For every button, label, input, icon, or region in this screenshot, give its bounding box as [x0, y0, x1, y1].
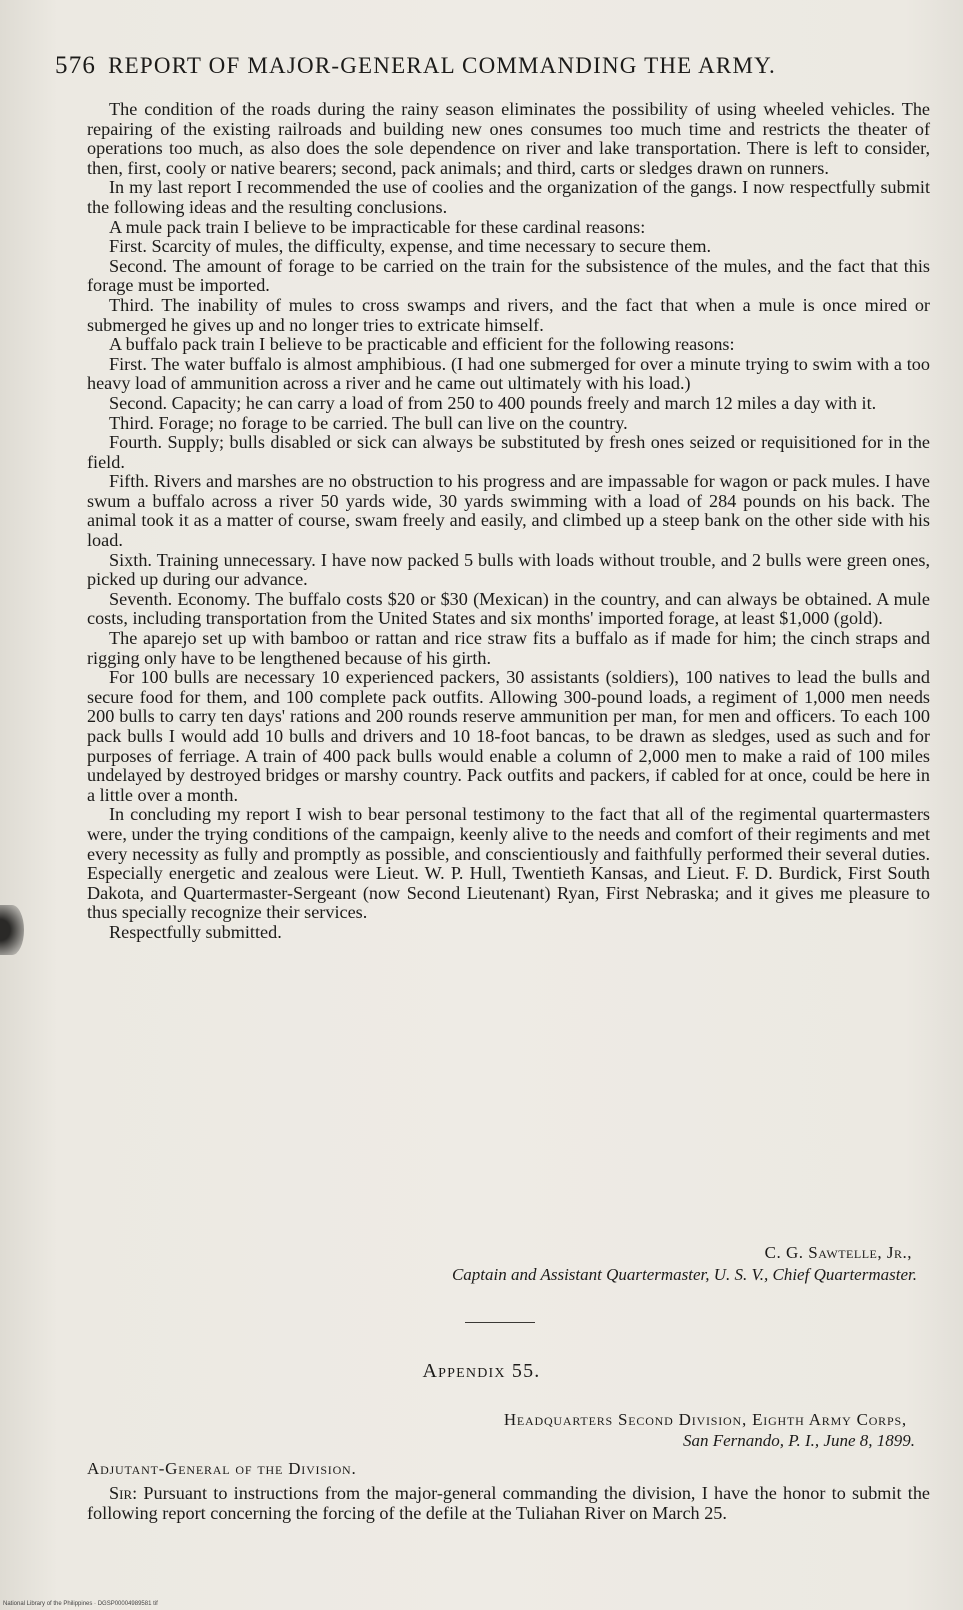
signature-name: C. G. Sawtelle, Jr., — [764, 1243, 912, 1262]
place-date-line: San Fernando, P. I., June 8, 1899. — [683, 1431, 915, 1450]
headquarters-block — [87, 1409, 915, 1451]
paragraph: The aparejo set up with bamboo or rattan and rice straw fits a buffalo as if made for him; the cinch straps and rigging only have to be lengthened because of his girth. — [87, 628, 930, 668]
report-body — [87, 100, 930, 943]
running-header — [55, 52, 925, 80]
paragraph: In concluding my report I wish to bear personal testimony to the fact that all of the regimental quartermasters were, under the trying conditions of the campaign, keenly alive to the needs and comfort of their regiments and met every necessity as fully and promptly as possible, and conscientiously and faithfully performed their several duties. Especially energetic and zealous were Lieut. W. P. Hull, Twentieth Kansas, and Lieut. F. D. Burdick, First South Dakota, and Quartermaster-Sergeant (now Second Lieutenant) Ryan, First Nebraska; and it gives me pleasure to thus specially recognize their services. — [87, 804, 930, 923]
paragraph: Fourth. Supply; bulls disabled or sick can always be substituted by fresh ones seized or requisitioned for in the field. — [87, 432, 930, 472]
paragraph: Second. Capacity; he can carry a load of from 250 to 400 pounds freely and march 12 miles a day with it. — [109, 392, 877, 413]
paragraph: For 100 bulls are necessary 10 experienced packers, 30 assistants (soldiers), 100 natives to lead the bulls and secure food for them, and 100 complete pack outfits. Allowing 300-pound loads, a regiment of 1,000 men needs 200 bulls to carry ten days' rations and 200 rounds reserve ammunition per man, for men and officers. To each 100 pack bulls I would add 10 bulls and drivers and 10 18-foot bancas, to be drawn as sledges, used as such and for purposes of ferriage. A train of 400 pack bulls would enable a column of 2,000 men to make a raid of 100 miles undelayed by destroyed bridges or marshy country. Pack outfits and packers, if cabled for at once, could be here in a little over a month. — [87, 667, 930, 805]
paragraph: Respectfully submitted. — [109, 921, 282, 942]
page-number: 576 — [55, 52, 97, 79]
signature-title: Captain and Assistant Quartermaster, U. S. V., Chief Quartermaster. — [451, 1265, 917, 1284]
opening-text: Pursuant to instructions from the major-general commanding the division, I have the honor to submit the following report concerning the forcing of the defile at the Tuliahan River on March 25. — [87, 1483, 931, 1523]
paragraph: First. The water buffalo is almost amphibious. (I had one submerged for over a minute trying to swim with a too heavy load of ammunition across a river and he came out ultimately with his load.) — [87, 353, 930, 394]
section-divider — [465, 1322, 535, 1323]
paragraph: Third. The inability of mules to cross swamps and rivers, and the fact that when a mule is once mired or submerged he gives up and no longer tries to extricate himself. — [87, 294, 930, 335]
paragraph: Fifth. Rivers and marshes are no obstruction to his progress and are impassable for wagon or pack mules. I have swum a buffalo across a river 50 yards wide, 30 yards swimming with a load of 284 pounds on his back. The animal took it as a matter of course, swam freely and easily, and climbed up a steep bank on the other side with his load. — [87, 471, 930, 551]
paragraph: Third. Forage; no forage to be carried. The bull can live on the country. — [109, 412, 628, 433]
scan-edge-blot — [0, 905, 24, 955]
paragraph: Seventh. Economy. The buffalo costs $20 or $30 (Mexican) in the country, and can always be obtained. A mule costs, including transportation from the United States and six months' imported forage, at least $1,000 (gold). — [87, 588, 930, 629]
letter-opening — [87, 1483, 930, 1523]
appendix-title: Appendix 55. — [422, 1360, 541, 1382]
paragraph: Second. The amount of forage to be carried on the train for the subsistence of the mules, and the fact that this forage must be imported. — [87, 255, 930, 296]
addressee: Adjutant-General of the Division. — [87, 1459, 357, 1478]
signature-block — [87, 1242, 917, 1286]
scan-footer: National Library of the Philippines · DGSP00004989581 tif — [3, 1601, 158, 1607]
paragraph: In my last report I recommended the use of coolies and the organization of the gangs. I now respectfully submit the following ideas and the resulting conclusions. — [87, 177, 930, 217]
paragraph: The condition of the roads during the rainy season eliminates the possibility of using wheeled vehicles. The repairing of the existing railroads and building new ones consumes too much time and restricts the theater of operations too much, as also does the sole dependence on river and lake transportation. There is left to consider, then, first, cooly or native bearers; second, pack animals; and third, carts or sledges drawn on runners. — [87, 99, 930, 178]
running-title: REPORT OF MAJOR-GENERAL COMMANDING THE ARMY. — [108, 53, 776, 78]
salutation: Sir: — [109, 1483, 138, 1503]
paragraph: A mule pack train I believe to be impracticable for these cardinal reasons: — [109, 216, 646, 237]
paragraph: First. Scarcity of mules, the difficulty, expense, and time necessary to secure them. — [109, 236, 712, 257]
headquarters-line: Headquarters Second Division, Eighth Army Corps, — [503, 1410, 907, 1429]
paragraph: Sixth. Training unnecessary. I have now packed 5 bulls with loads without trouble, and 2 bulls were green ones, picked up during our advance. — [87, 549, 930, 590]
paragraph: A buffalo pack train I believe to be practicable and efficient for the following reasons: — [109, 334, 735, 355]
